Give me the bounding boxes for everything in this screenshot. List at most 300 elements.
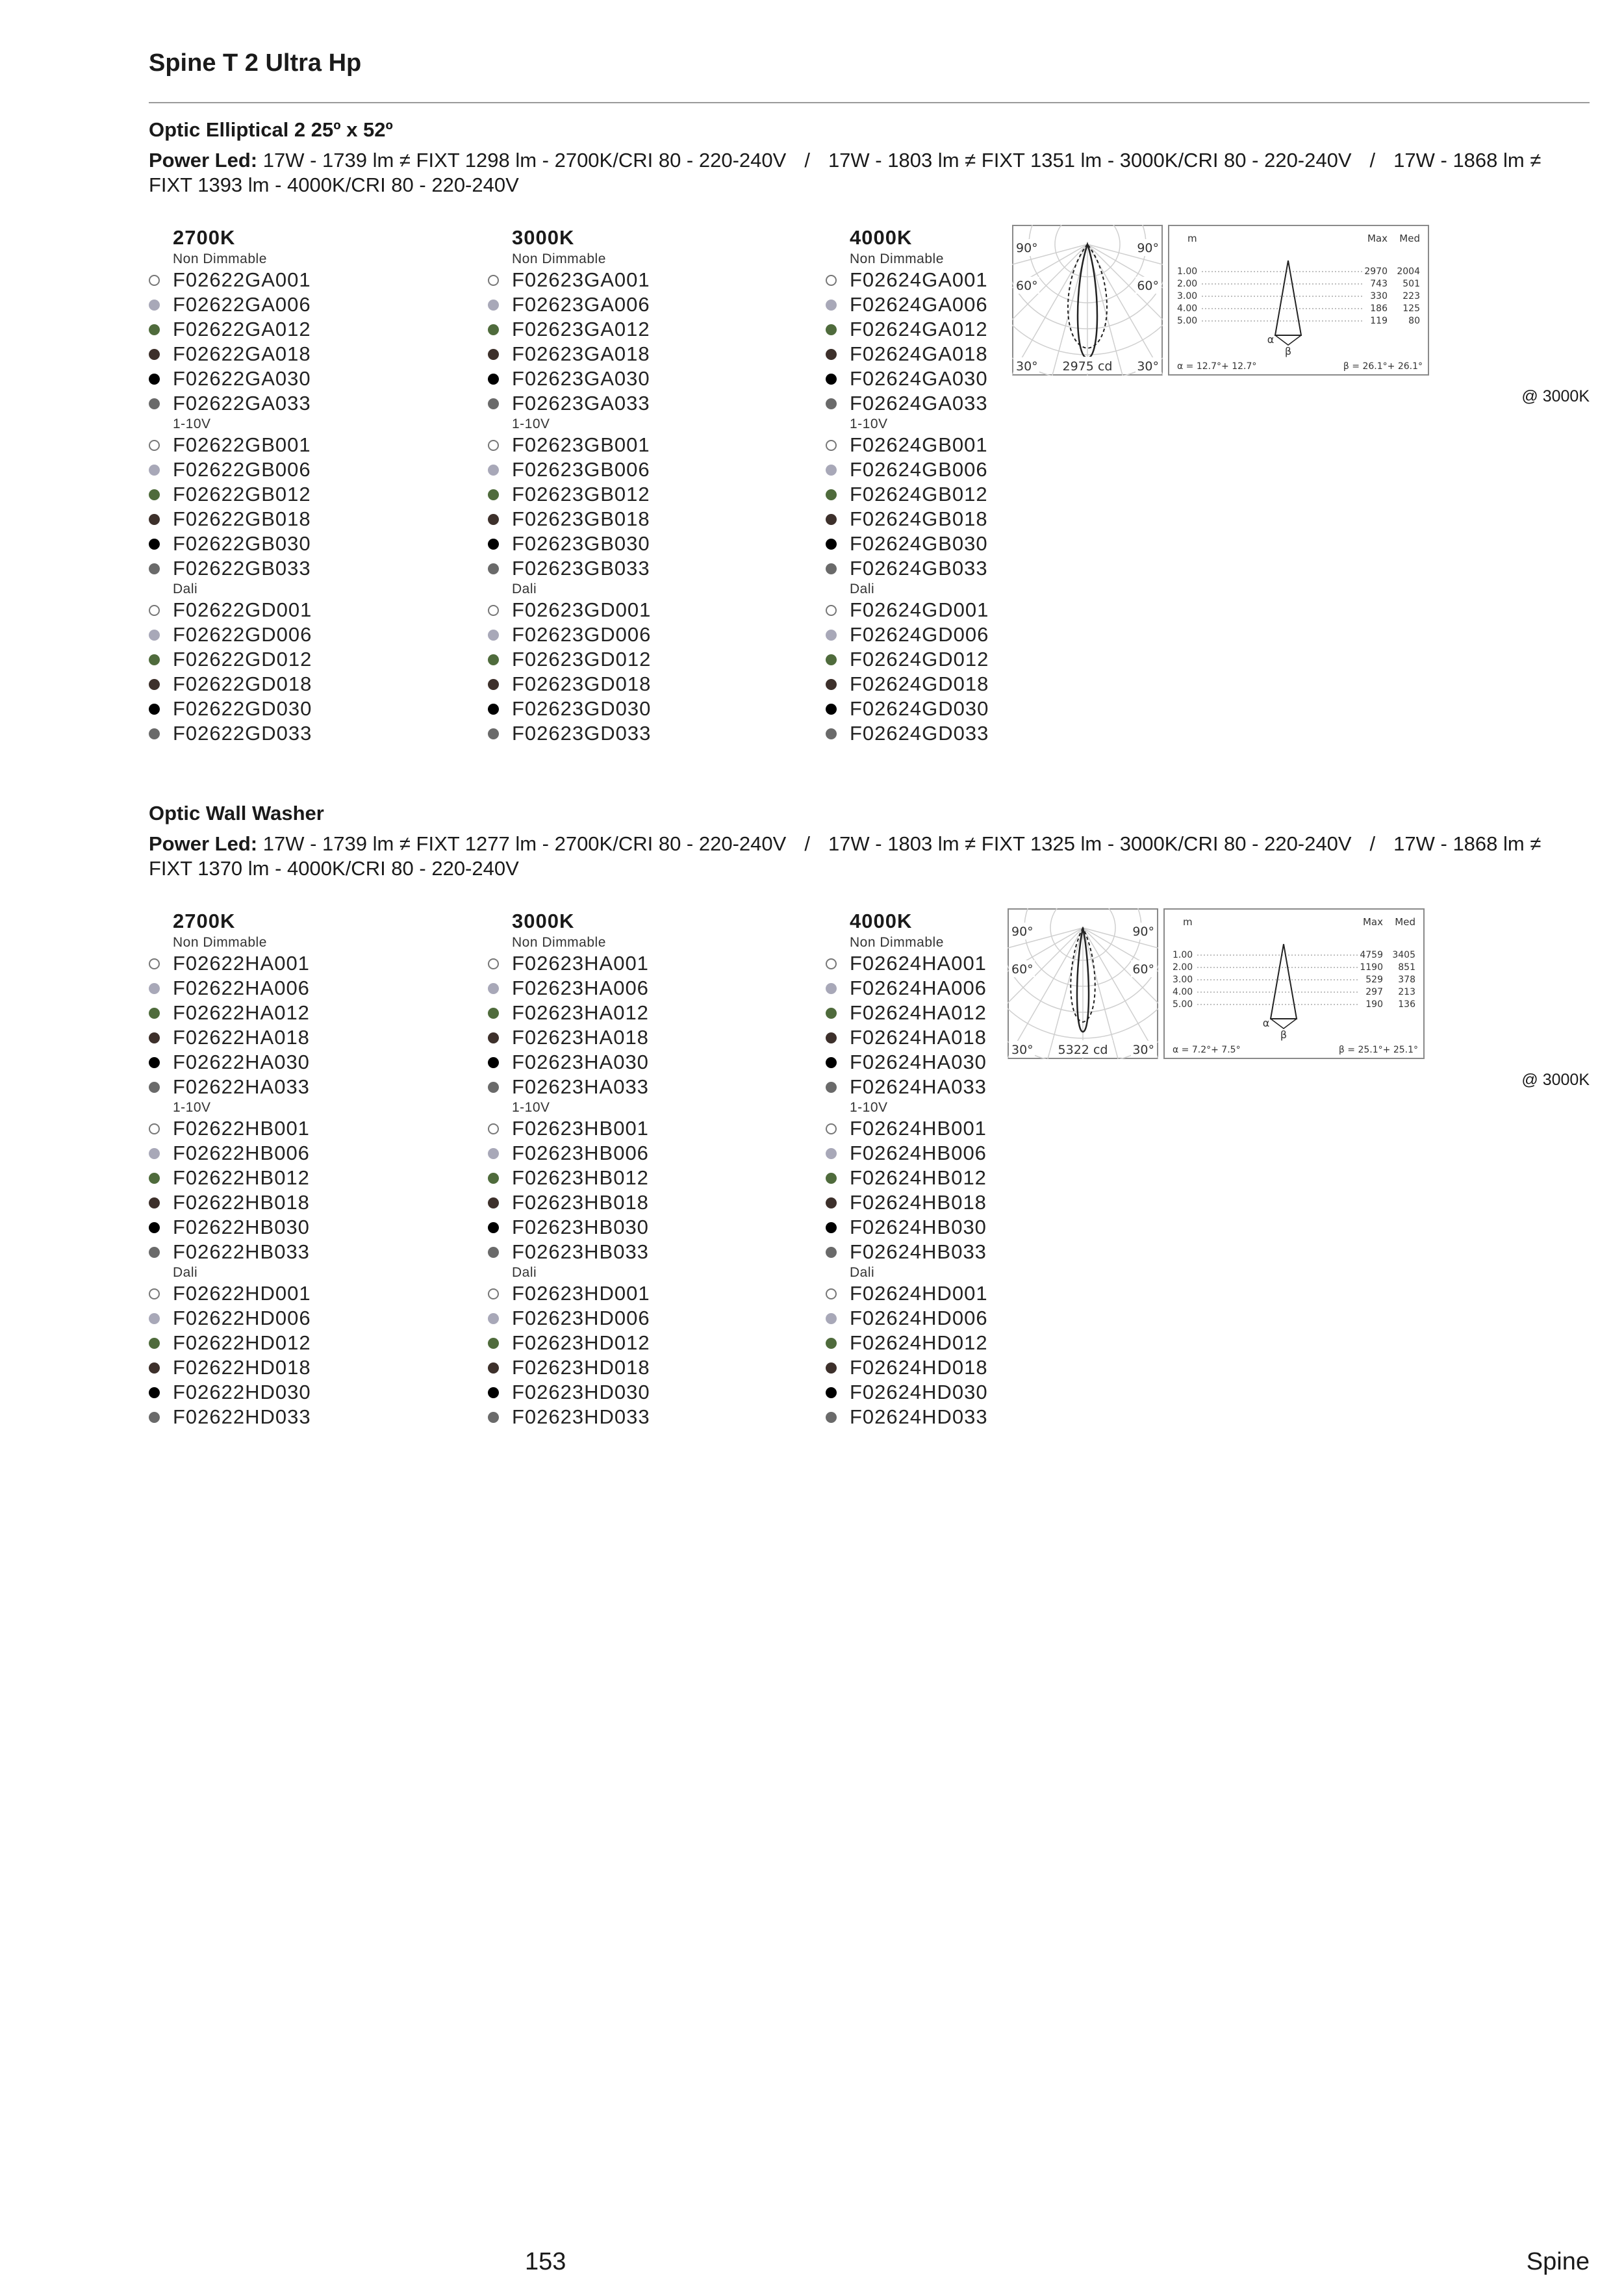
- product-code-item: [149, 366, 461, 391]
- product-code: F02623GB001: [512, 433, 650, 456]
- finish-color-dot: [826, 704, 837, 715]
- finish-color-dot: [826, 1288, 837, 1299]
- power-separator: /: [1369, 832, 1376, 855]
- product-code-item: [826, 721, 1137, 746]
- product-code-item: [149, 1075, 461, 1099]
- product-code: F02623GA030: [512, 367, 650, 390]
- dimming-group-label: Dali: [173, 1265, 198, 1280]
- product-code-item: [826, 1355, 1137, 1380]
- product-code: F02622GB006: [173, 458, 311, 481]
- optic-title: Optic Elliptical 2 25º x 52º: [149, 118, 393, 141]
- cone-max-value: 529: [1365, 975, 1383, 985]
- cone-distance: 1.00: [1173, 950, 1193, 960]
- product-code-item: [826, 1240, 1137, 1264]
- finish-color-dot: [826, 1338, 837, 1349]
- finish-color-dot: [826, 489, 837, 500]
- finish-color-dot: [149, 440, 160, 451]
- cone-alpha-symbol: α: [1262, 1017, 1270, 1029]
- product-code-item: [826, 1331, 1137, 1355]
- cone-max-value: 2970: [1364, 266, 1388, 277]
- product-code: F02624HA012: [850, 1001, 987, 1024]
- finish-color-dot: [826, 539, 837, 550]
- cone-max-value: 190: [1365, 999, 1383, 1010]
- cone-distance: 2.00: [1177, 279, 1198, 289]
- finish-color-dot: [488, 563, 499, 574]
- cone-med-value: 3405: [1392, 950, 1415, 960]
- product-code-item: [149, 1025, 461, 1050]
- product-code: F02623GB030: [512, 532, 650, 555]
- product-code: F02622HD030: [173, 1381, 311, 1403]
- product-code: F02624HA006: [850, 977, 987, 999]
- product-code-item: [826, 482, 1137, 507]
- finish-color-dot: [826, 1008, 837, 1019]
- diagram-footnote: @ 3000K: [1521, 387, 1590, 405]
- cone-beta-value: β = 25.1°+ 25.1°: [1338, 1045, 1418, 1055]
- finish-color-dot: [488, 1197, 499, 1208]
- product-code-item: [149, 1405, 461, 1429]
- product-code: F02622GB030: [173, 532, 311, 555]
- finish-color-dot: [488, 324, 499, 335]
- product-code: F02623GB012: [512, 483, 650, 505]
- product-code-item: [488, 1141, 800, 1166]
- product-code-item: [149, 598, 461, 622]
- product-code-item: [488, 1355, 800, 1380]
- product-code-item: [488, 1215, 800, 1240]
- finish-color-dot: [488, 1082, 499, 1093]
- product-code: F02623GD033: [512, 722, 652, 745]
- cone-max-value: 4759: [1360, 950, 1383, 960]
- cone-med-value: 213: [1398, 987, 1415, 997]
- product-code: F02623HB006: [512, 1142, 649, 1164]
- product-code: F02624GA001: [850, 268, 988, 291]
- product-code-item: [826, 1380, 1137, 1405]
- product-code-item: [149, 391, 461, 416]
- power-separator: /: [804, 832, 810, 855]
- product-code: F02624HB033: [850, 1240, 987, 1263]
- product-code: F02622GA018: [173, 342, 311, 365]
- product-code: F02624HD012: [850, 1331, 988, 1354]
- finish-color-dot: [488, 489, 499, 500]
- finish-color-dot: [149, 1197, 160, 1208]
- cone-unit-label: m: [1183, 916, 1193, 928]
- polar-angle-label: 30°: [1016, 359, 1038, 374]
- cone-max-value: 743: [1370, 279, 1388, 289]
- dimming-group-label: 1-10V: [173, 416, 211, 431]
- finish-color-dot: [826, 1197, 837, 1208]
- color-temperature-column: [488, 908, 800, 1429]
- product-code: F02623HB012: [512, 1166, 649, 1189]
- product-code: F02623HA012: [512, 1001, 649, 1024]
- product-code-item: [488, 721, 800, 746]
- power-led-option: 17W - 1803 lm ≠ FIXT 1351 lm - 3000K/CRI 80 - 220-240V: [828, 149, 1352, 172]
- power-led-label: Power Led:: [149, 149, 258, 172]
- finish-color-dot: [826, 1313, 837, 1324]
- product-code-item: [488, 1050, 800, 1075]
- product-code: F02624GB033: [850, 557, 988, 580]
- product-code: F02624HD001: [850, 1282, 988, 1305]
- product-code: F02623HD018: [512, 1356, 650, 1379]
- finish-color-dot: [826, 1057, 837, 1068]
- product-code-item: [826, 531, 1137, 556]
- product-code-item: [488, 647, 800, 672]
- product-code: F02624HA033: [850, 1075, 987, 1098]
- product-code-item: [826, 1215, 1137, 1240]
- polar-angle-label: 90°: [1011, 925, 1034, 939]
- product-code-item: [149, 317, 461, 342]
- product-code-item: [488, 1116, 800, 1141]
- product-code: F02624HB012: [850, 1166, 987, 1189]
- dimming-group-label: Dali: [173, 582, 198, 596]
- dimming-group-label: Non Dimmable: [512, 935, 606, 950]
- product-code: F02623GA012: [512, 318, 650, 340]
- product-code: F02624GD001: [850, 598, 989, 621]
- product-code: F02623GD030: [512, 697, 652, 720]
- finish-color-dot: [826, 1032, 837, 1043]
- product-code-item: [149, 1050, 461, 1075]
- power-led-option: 17W - 1868 lm ≠ FIXT 1393 lm - 4000K/CRI 80 - 220-240V: [149, 149, 1542, 196]
- finish-color-dot: [149, 1057, 160, 1068]
- cone-med-header: Med: [1399, 233, 1420, 244]
- product-code-item: [488, 531, 800, 556]
- product-code-item: [488, 391, 800, 416]
- product-code-item: [149, 1306, 461, 1331]
- polar-diagram: [1008, 908, 1158, 1062]
- product-code: F02622HD006: [173, 1307, 311, 1329]
- power-led-spec: [149, 148, 1590, 198]
- product-code-item: [826, 622, 1137, 647]
- product-code-item: [826, 507, 1137, 531]
- finish-color-dot: [149, 1008, 160, 1019]
- power-led-option: 17W - 1739 lm ≠ FIXT 1298 lm - 2700K/CRI 80 - 220-240V: [262, 149, 787, 172]
- finish-color-dot: [488, 514, 499, 525]
- dimming-group-label: 1-10V: [512, 1100, 550, 1115]
- product-code: F02624GA033: [850, 392, 988, 415]
- column-heading: 3000K: [512, 910, 575, 932]
- dimming-group-label: Non Dimmable: [850, 935, 944, 950]
- finish-color-dot: [149, 465, 160, 476]
- cone-max-value: 330: [1370, 291, 1388, 301]
- finish-color-dot: [488, 1008, 499, 1019]
- finish-color-dot: [488, 1387, 499, 1398]
- finish-color-dot: [826, 300, 837, 311]
- finish-color-dot: [149, 1123, 160, 1134]
- product-code-item: [488, 317, 800, 342]
- cone-max-value: 186: [1370, 303, 1388, 314]
- finish-color-dot: [149, 539, 160, 550]
- column-heading: 3000K: [512, 226, 575, 249]
- dimming-group-label: Dali: [850, 1265, 875, 1280]
- product-code-item: [149, 1240, 461, 1264]
- product-code-item: [149, 647, 461, 672]
- finish-color-dot: [488, 539, 499, 550]
- product-code: F02624GB030: [850, 532, 988, 555]
- finish-color-dot: [149, 1288, 160, 1299]
- finish-color-dot: [488, 1032, 499, 1043]
- finish-color-dot: [826, 324, 837, 335]
- product-code: F02623GD001: [512, 598, 652, 621]
- cone-med-value: 851: [1398, 962, 1415, 973]
- cone-distance: 3.00: [1177, 291, 1198, 301]
- finish-color-dot: [488, 398, 499, 409]
- product-code: F02624GD012: [850, 648, 989, 671]
- finish-color-dot: [826, 398, 837, 409]
- product-code: F02622GB012: [173, 483, 311, 505]
- product-code-item: [149, 1166, 461, 1190]
- power-led-label: Power Led:: [149, 832, 258, 855]
- product-code-item: [488, 1166, 800, 1190]
- finish-color-dot: [488, 1412, 499, 1423]
- product-code: F02623HB033: [512, 1240, 649, 1263]
- product-code: F02623HD012: [512, 1331, 650, 1354]
- cone-med-value: 80: [1408, 316, 1420, 326]
- product-code-item: [488, 1240, 800, 1264]
- finish-color-dot: [149, 1222, 160, 1233]
- product-code: F02624HA030: [850, 1051, 987, 1073]
- product-code-item: [149, 531, 461, 556]
- finish-color-dot: [826, 1148, 837, 1159]
- finish-color-dot: [826, 728, 837, 739]
- product-code: F02624GD018: [850, 672, 989, 695]
- product-code-item: [488, 1001, 800, 1025]
- product-code-item: [149, 1355, 461, 1380]
- cone-distance: 1.00: [1177, 266, 1198, 277]
- product-code: F02622HB006: [173, 1142, 310, 1164]
- product-code: F02624GB018: [850, 507, 988, 530]
- cone-med-value: 501: [1402, 279, 1420, 289]
- product-code-item: [826, 1306, 1137, 1331]
- finish-color-dot: [488, 300, 499, 311]
- finish-color-dot: [149, 398, 160, 409]
- product-code: F02622HA012: [173, 1001, 310, 1024]
- cone-med-value: 2004: [1397, 266, 1420, 277]
- column-heading: 2700K: [173, 910, 236, 932]
- product-code-item: [488, 598, 800, 622]
- finish-color-dot: [826, 514, 837, 525]
- cone-distance: 3.00: [1173, 975, 1193, 985]
- finish-color-dot: [149, 374, 160, 385]
- finish-color-dot: [488, 1288, 499, 1299]
- finish-color-dot: [488, 465, 499, 476]
- product-code: F02624HB006: [850, 1142, 987, 1164]
- finish-color-dot: [149, 958, 160, 969]
- product-code-item: [149, 1281, 461, 1306]
- product-code: F02623GA018: [512, 342, 650, 365]
- product-code-item: [149, 951, 461, 976]
- product-code: F02623HA018: [512, 1026, 649, 1049]
- cone-distance: 4.00: [1173, 987, 1193, 997]
- power-separator: /: [1369, 149, 1376, 172]
- photometric-diagrams: [1008, 908, 1590, 1103]
- product-code: F02622HB018: [173, 1191, 310, 1214]
- product-code-item: [149, 1331, 461, 1355]
- polar-angle-label: 60°: [1132, 962, 1154, 977]
- finish-color-dot: [826, 679, 837, 690]
- cone-beta-symbol: β: [1284, 345, 1292, 357]
- product-code: F02624HD006: [850, 1307, 988, 1329]
- product-code-item: [826, 1116, 1137, 1141]
- product-code: F02623HA033: [512, 1075, 649, 1098]
- product-code: F02624GA030: [850, 367, 988, 390]
- finish-color-dot: [488, 1222, 499, 1233]
- product-code: F02623GB033: [512, 557, 650, 580]
- finish-color-dot: [488, 1338, 499, 1349]
- product-code: F02624HD033: [850, 1405, 988, 1428]
- product-code: F02624HA001: [850, 952, 987, 975]
- finish-color-dot: [149, 489, 160, 500]
- power-led-spec: [149, 832, 1590, 881]
- cone-max-value: 297: [1365, 987, 1383, 997]
- product-code-item: [149, 1215, 461, 1240]
- product-code: F02624GA018: [850, 342, 988, 365]
- finish-color-dot: [826, 1412, 837, 1423]
- product-code: F02623HA030: [512, 1051, 649, 1073]
- dimming-group-label: Non Dimmable: [512, 251, 606, 266]
- product-code-item: [488, 1075, 800, 1099]
- dimming-group-label: 1-10V: [850, 416, 888, 431]
- product-code: F02624GD033: [850, 722, 989, 745]
- cone-svg: [1163, 908, 1425, 1059]
- product-code: F02622HA006: [173, 977, 310, 999]
- product-code-item: [488, 1405, 800, 1429]
- cone-unit-label: m: [1187, 233, 1197, 244]
- product-code: F02624HB001: [850, 1117, 987, 1140]
- product-code-item: [826, 697, 1137, 721]
- product-code-item: [488, 482, 800, 507]
- product-code: F02624GD030: [850, 697, 989, 720]
- cone-max-value: 1190: [1360, 962, 1383, 973]
- finish-color-dot: [488, 1173, 499, 1184]
- finish-color-dot: [826, 1123, 837, 1134]
- column-heading: 2700K: [173, 226, 236, 249]
- product-code: F02622HA030: [173, 1051, 310, 1073]
- product-code: F02622GB033: [173, 557, 311, 580]
- product-code: F02623GA001: [512, 268, 650, 291]
- power-led-option: 17W - 1803 lm ≠ FIXT 1325 lm - 3000K/CRI 80 - 220-240V: [828, 832, 1352, 855]
- product-code-item: [488, 366, 800, 391]
- product-code: F02624GB001: [850, 433, 988, 456]
- product-code-item: [488, 622, 800, 647]
- cone-med-value: 223: [1402, 291, 1420, 301]
- finish-color-dot: [826, 563, 837, 574]
- product-code: F02623HD033: [512, 1405, 650, 1428]
- finish-color-dot: [488, 605, 499, 616]
- product-code-item: [826, 556, 1137, 581]
- product-code: F02622HA018: [173, 1026, 310, 1049]
- product-code: F02623GD006: [512, 623, 652, 646]
- polar-angle-label: 30°: [1132, 1043, 1154, 1057]
- cone-beta-value: β = 26.1°+ 26.1°: [1343, 361, 1423, 372]
- finish-color-dot: [826, 1387, 837, 1398]
- finish-color-dot: [826, 1362, 837, 1374]
- product-code-item: [149, 976, 461, 1001]
- finish-color-dot: [826, 1082, 837, 1093]
- product-code-item: [826, 1190, 1137, 1215]
- product-code: F02622GA001: [173, 268, 311, 291]
- finish-color-dot: [149, 1412, 160, 1423]
- optic-section: [149, 116, 1590, 785]
- product-code: F02623HA001: [512, 952, 649, 975]
- product-code-item: [149, 556, 461, 581]
- product-code: F02624GD006: [850, 623, 989, 646]
- product-code-item: [149, 1116, 461, 1141]
- product-code: F02624HB030: [850, 1216, 987, 1238]
- finish-color-dot: [826, 440, 837, 451]
- finish-color-dot: [488, 654, 499, 665]
- product-code-item: [149, 507, 461, 531]
- finish-color-dot: [149, 563, 160, 574]
- color-temperature-column: [149, 908, 461, 1429]
- dimming-group-label: Dali: [850, 582, 875, 596]
- finish-color-dot: [488, 374, 499, 385]
- finish-color-dot: [488, 983, 499, 994]
- product-code-item: [149, 342, 461, 366]
- product-code-item: [826, 457, 1137, 482]
- product-code: F02624HA018: [850, 1026, 987, 1049]
- finish-color-dot: [826, 465, 837, 476]
- product-code-item: [826, 433, 1137, 457]
- product-code-item: [149, 697, 461, 721]
- finish-color-dot: [488, 275, 499, 286]
- finish-color-dot: [149, 1032, 160, 1043]
- cone-svg: [1168, 225, 1429, 376]
- finish-color-dot: [826, 630, 837, 641]
- finish-color-dot: [149, 630, 160, 641]
- product-code-item: [826, 1166, 1137, 1190]
- polar-angle-label: 60°: [1137, 279, 1159, 293]
- cone-max-header: Max: [1367, 233, 1388, 244]
- polar-angle-label: 60°: [1011, 962, 1034, 977]
- product-code-item: [488, 1331, 800, 1355]
- product-code-item: [488, 556, 800, 581]
- polar-angle-label: 90°: [1137, 241, 1159, 255]
- title-rule: [149, 102, 1590, 103]
- diagram-footnote: @ 3000K: [1521, 1071, 1590, 1089]
- product-code: F02623HD001: [512, 1282, 650, 1305]
- finish-color-dot: [149, 605, 160, 616]
- dimming-group-label: 1-10V: [850, 1100, 888, 1115]
- product-code-item: [149, 292, 461, 317]
- product-code-item: [488, 976, 800, 1001]
- product-code: F02622HA033: [173, 1075, 310, 1098]
- power-led-option: 17W - 1739 lm ≠ FIXT 1277 lm - 2700K/CRI 80 - 220-240V: [262, 832, 787, 855]
- product-code-item: [488, 507, 800, 531]
- product-code: F02622HB012: [173, 1166, 310, 1189]
- product-code: F02623HB030: [512, 1216, 649, 1238]
- cone-med-header: Med: [1395, 916, 1415, 928]
- product-code-item: [826, 1281, 1137, 1306]
- dimming-group-label: 1-10V: [512, 416, 550, 431]
- finish-color-dot: [488, 1123, 499, 1134]
- finish-color-dot: [149, 654, 160, 665]
- page-number: 153: [525, 2248, 566, 2275]
- product-code-item: [488, 1306, 800, 1331]
- power-separator: /: [804, 149, 810, 172]
- finish-color-dot: [149, 324, 160, 335]
- finish-color-dot: [488, 679, 499, 690]
- product-code-item: [488, 1281, 800, 1306]
- finish-color-dot: [149, 1338, 160, 1349]
- dimming-group-label: Non Dimmable: [850, 251, 944, 266]
- cone-max-value: 119: [1370, 316, 1388, 326]
- optic-title: Optic Wall Washer: [149, 802, 324, 825]
- product-code-item: [488, 292, 800, 317]
- cone-distance: 4.00: [1177, 303, 1198, 314]
- optic-section: [149, 799, 1590, 1468]
- product-code: F02622HB030: [173, 1216, 310, 1238]
- product-code: F02624GB012: [850, 483, 988, 505]
- product-code-item: [488, 1190, 800, 1215]
- cone-med-value: 136: [1398, 999, 1415, 1010]
